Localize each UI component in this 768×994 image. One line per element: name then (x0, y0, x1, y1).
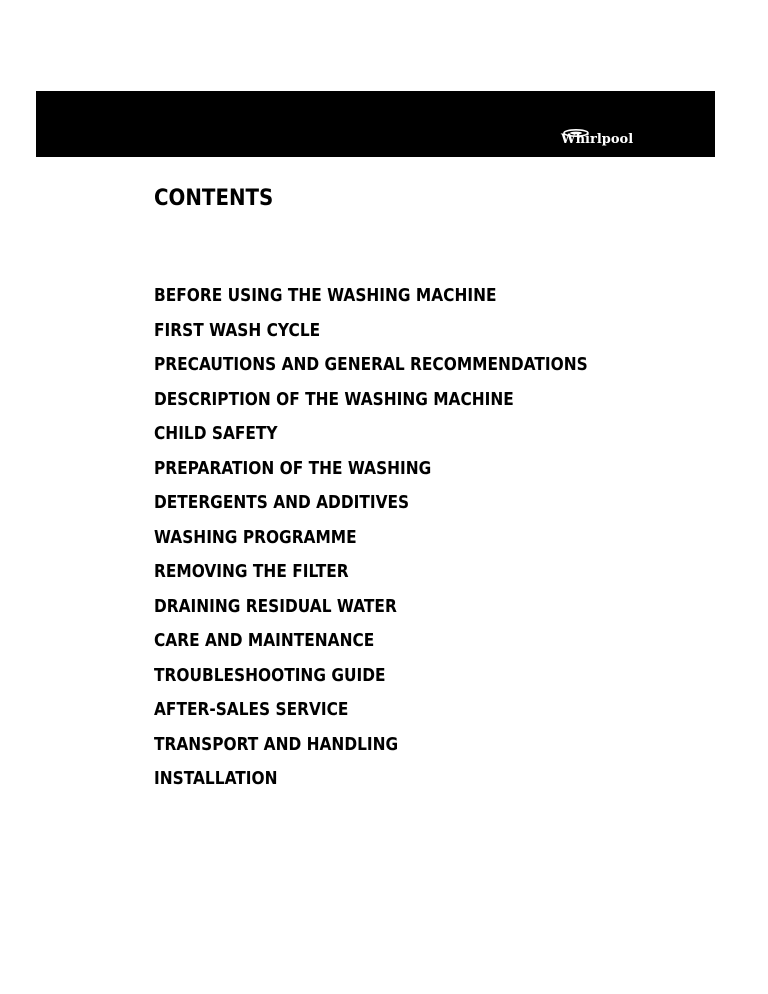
contents-item-care-maintenance: CARE AND MAINTENANCE (154, 631, 375, 651)
contents-item-description: DESCRIPTION OF THE WASHING MACHINE (154, 389, 514, 410)
header-band (36, 91, 715, 157)
contents-item-first-wash-cycle: FIRST WASH CYCLE (154, 320, 321, 341)
contents-item-after-sales: AFTER-SALES SERVICE (154, 700, 349, 720)
brand-logo (561, 128, 641, 150)
contents-item-removing-filter: REMOVING THE FILTER (154, 562, 349, 582)
contents-list (154, 284, 647, 802)
contents-item-precautions: PRECAUTIONS AND GENERAL RECOMMENDATIONS (154, 355, 588, 375)
brand-wordmark: Whirlpool (561, 132, 634, 147)
contents-item-installation: INSTALLATION (154, 769, 278, 789)
contents-item-transport: TRANSPORT AND HANDLING (154, 734, 399, 755)
contents-item-before-using: BEFORE USING THE WASHING MACHINE (154, 286, 497, 306)
contents-item-draining-water: DRAINING RESIDUAL WATER (154, 596, 397, 617)
contents-item-preparation: PREPARATION OF THE WASHING (154, 458, 432, 479)
page-title: CONTENTS (154, 186, 274, 211)
contents-item-troubleshooting: TROUBLESHOOTING GUIDE (154, 665, 386, 686)
contents-item-washing-programme: WASHING PROGRAMME (154, 527, 357, 548)
contents-item-detergents: DETERGENTS AND ADDITIVES (154, 493, 410, 513)
contents-item-child-safety: CHILD SAFETY (154, 424, 278, 444)
